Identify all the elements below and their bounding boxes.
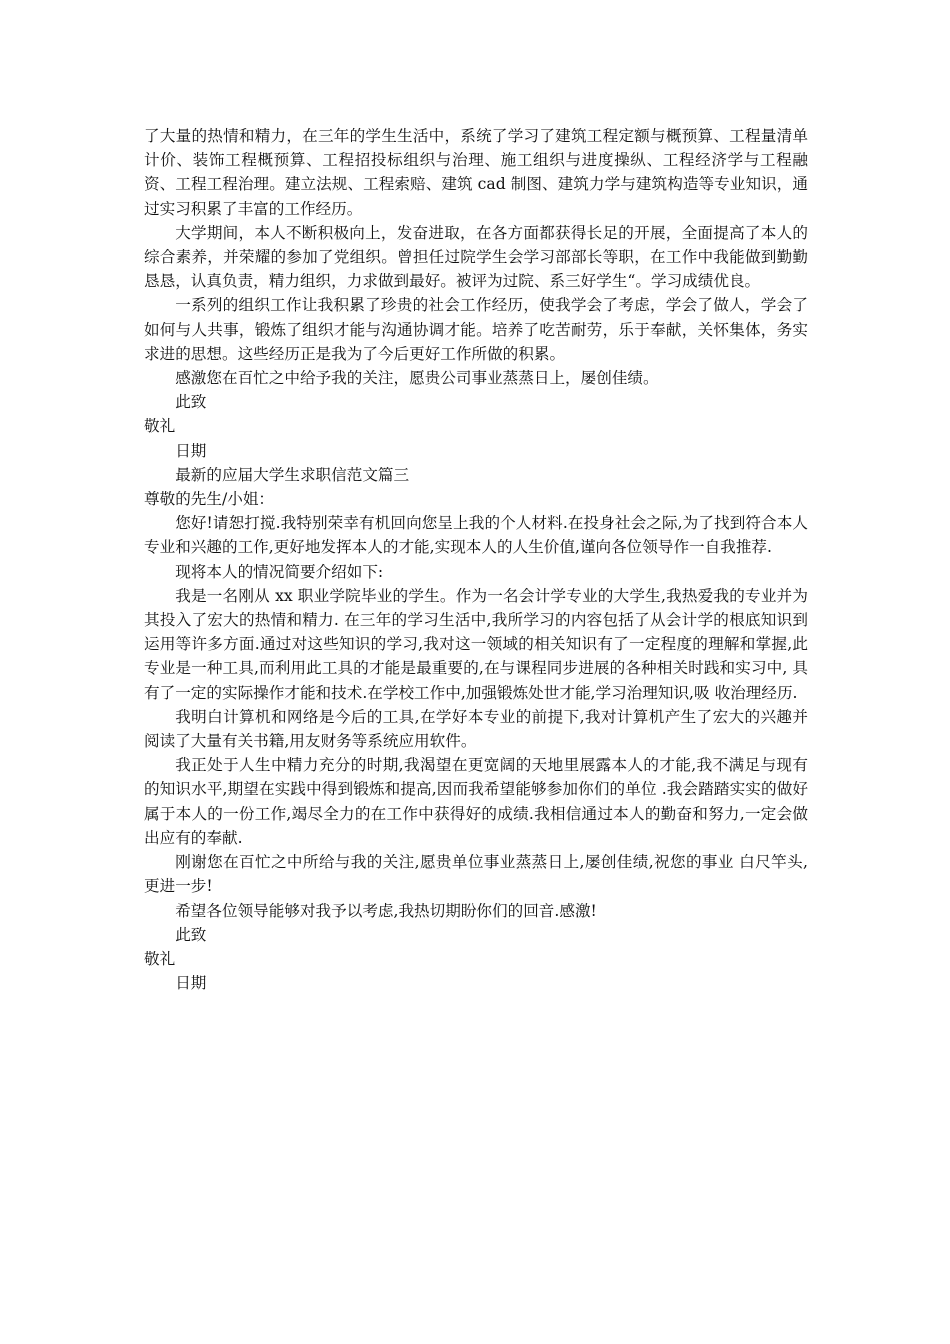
closing-jingli: 敬礼 (144, 417, 176, 436)
paragraph-thanks-2: 刚谢您在百忙之中所给与我的关注,愿贵单位事业蒸蒸日上,屡创佳绩,祝您的事业 白尺竿头,更进一步! (144, 853, 808, 896)
document-body (144, 124, 808, 995)
closing-jingli-2: 敬礼 (144, 949, 176, 968)
paragraph-hope: 希望各位领导能够对我予以考虑,我热切期盼你们的回音.感激! (175, 901, 597, 920)
paragraph-introduction-lead: 现将本人的情况简要介绍如下: (175, 562, 384, 581)
paragraph-organization-work: 一系列的组织工作让我积累了珍贵的社会工作经历，使我学会了考虑，学会了做人，学会了如何与人共事，锻炼了组织才能与沟通协调才能。培养了吃苦耐劳，乐于奉献，关怀集体，务实求进的思想。这些经历正是我为了今后更好工作所做的积累。 (144, 296, 808, 363)
closing-cizhi-2: 此致 (175, 925, 207, 944)
closing-cizhi: 此致 (175, 393, 207, 412)
paragraph-greeting: 您好!请恕打搅.我特别荣幸有机回向您呈上我的个人材料.在投身社会之际,为了找到符合本人专业和兴趣的工作,更好地发挥本人的才能,实现本人的人生价值,谨向各位领导作一自我推荐. (144, 514, 808, 557)
paragraph-aspiration: 我正处于人生中精力充分的时期,我渴望在更宽阔的天地里展露本人的才能,我不满足与现有的知识水平,期望在实践中得到锻炼和提高,因而我希望能够参加你们的单位 .我会踏踏实实的做好属于本人的一份工作,竭尽全力的在工作中获得好的成绩.我相信通过本人的勤奋和努力,一定会做出应有的奉献. (144, 756, 808, 847)
salutation: 尊敬的先生/小姐： (144, 490, 275, 509)
section-heading: 最新的应届大学生求职信范文篇三 (175, 465, 410, 484)
date-line: 日期 (175, 441, 207, 460)
paragraph-university-period: 大学期间，本人不断积极向上，发奋进取，在各方面都获得长足的开展，全面提高了本人的综合素养，并荣耀的参加了党组织。曾担任过院学生会学习部部长等职，在工作中我能做到勤勤恳恳，认真负责，精力组织，力求做到最好。被评为过院、系三好学生“。学习成绩优良。 (144, 223, 808, 291)
paragraph-intro-continuation: 了大量的热情和精力，在三年的学生生活中，系统了学习了建筑工程定额与概预算、工程量清单计价、装饰工程概预算、工程招投标组织与治理、施工组织与进度操纵、工程经济学与工程融资、工程工程治理。建立法规、工程索赔、建筑 cad 制图、建筑力学与建筑构造等专业知识，通过实习积累了丰富的工作经历。 (144, 127, 808, 218)
paragraph-computer-skills: 我明白计算机和网络是今后的工具,在学好本专业的前提下,我对计算机产生了宏大的兴趣并阅读了大量有关书籍,用友财务等系统应用软件。 (144, 707, 808, 751)
paragraph-thanks: 感激您在百忙之中给予我的关注，愿贵公司事业蒸蒸日上，屡创佳绩。 (175, 369, 659, 388)
paragraph-background: 我是一名刚从 xx 职业学院毕业的学生。作为一名会计学专业的大学生,我热爱我的专业并为其投入了宏大的热情和精力. 在三年的学习生活中,我所学习的内容包括了从会计学的根底知识到运用等许多方面.通过对这些知识的学习,我对这一领域的相关知识有了一定程度的理解和掌握,此专业是一种工具,而利用此工具的才能是最重要的,在与课程同步进展的各种相关时践和实习中, 具有了一定的实际操作才能和技术.在学校工作中,加强锻炼处世才能,学习治理知识,吸 收治理经历. (144, 586, 808, 702)
date-line-2: 日期 (175, 974, 207, 993)
